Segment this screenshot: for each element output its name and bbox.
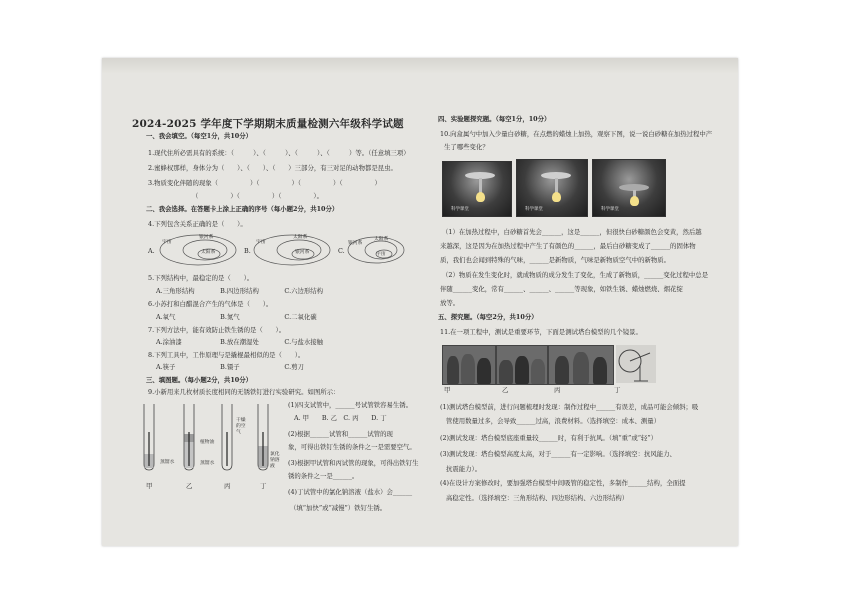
question-5-options: A.三角形结构 B.四边形结构 C.六边形结构 [156, 287, 324, 295]
photo-watermark: 科学课堂 [601, 207, 619, 212]
photo-label-2: 乙 [502, 386, 509, 394]
photo-label-3: 丙 [554, 386, 561, 394]
question-3-line2: （ ）（ ）（ ）。 [192, 192, 323, 200]
q4-c-inner2: 宇宙 [376, 252, 386, 257]
q4-option-a-label: A. [148, 247, 155, 255]
q9-sub3-line1: (3)根据甲试管和丙试管的现象，可得出铁钉生 [288, 459, 419, 467]
tube-label-2: 乙 [186, 482, 193, 490]
tube-label-1: 甲 [146, 482, 153, 490]
q10-p2-line3: 放等。 [440, 299, 460, 307]
question-7: 7.下列方法中，能有效防止铁生锈的是（ ）。 [148, 326, 286, 334]
q4-c-outer: 银河系 [348, 241, 363, 246]
section2-heading: 二、我会选择。在答题卡上涂上正确的序号（每小题2分，共10分） [146, 205, 339, 213]
question-8-options: A.筷子 B.镊子 C.剪刀 [156, 363, 304, 371]
q4-b-inner1: 太阳系 [293, 235, 308, 240]
sugar-heating-photo-2 [516, 159, 588, 217]
photo-watermark: 科学课堂 [525, 207, 543, 212]
tube-note-3: 蒸馏水 [200, 461, 215, 466]
question-9: 9.小新用来几枚材质长度相同的无锈铁钉进行实验研究。如图所示： [148, 388, 340, 396]
q11-sub4-line2: 高稳定性。（选择填空：三角形结构、四边形结构、六边形结构） [446, 494, 629, 502]
q4-a-inner1: 银河系 [199, 235, 214, 240]
tube-note-5: 氯化钠溶液 [270, 452, 280, 469]
q9-sub4-line1: (4)丁试管中的氯化钠溶液（盐水）会______ [288, 488, 413, 496]
tower-test-drawing-4 [616, 345, 656, 383]
tube-note-4: 干燥的空气 [236, 418, 246, 435]
q11-sub3-line1: (3)测试发现：塔台模型高度太高，对于______有一定影响。（选择填空：抗风能力、 [440, 450, 676, 458]
q4-a-outer: 宇宙 [162, 240, 172, 245]
exam-title: 2024-2025 学年度下学期期末质量检测六年级科学试题 [132, 118, 404, 130]
photo-watermark: 科学课堂 [451, 207, 469, 212]
q10-p2-line1: （2）物质在发生变化时，就成物质的成分发生了变化，生成了新物质，______变化过程中总是 [442, 271, 709, 279]
question-10-line1: 10.向盒属勺中加入少量白砂糖，在点燃的蜡烛上加热，观察下图，说一说白砂糖在加热过程中产 [440, 130, 713, 138]
q11-sub1-line2: 管使用数量过多，会导致______过高，浪费材料。（选择填空：成本、测量） [446, 417, 661, 425]
q4-b-inner2: 银河系 [295, 250, 310, 255]
question-8: 8.下列工具中，工作原理与是撬棍最相似的是（ ）。 [148, 351, 305, 359]
photo-label-4: 丁 [614, 386, 621, 394]
question-7-options: A.涂油漆 B.放在潮湿处 C.与盐水接触 [156, 338, 324, 346]
sugar-heating-photo-1 [442, 161, 512, 217]
q11-sub2: (2)测试发现：塔台模型底座重量较______时，有利于抗风。（填“重”或“轻”） [440, 434, 658, 442]
q10-p1-line2: 来越深，这是因为在加热过程中产生了有颜色的______，最后白砂糖变成了______的固体物 [440, 242, 696, 250]
exam-paper [102, 58, 738, 546]
photo-label-1: 甲 [444, 386, 451, 394]
section1-heading: 一、我会填空。（每空1分，共10分） [146, 132, 252, 140]
q4-b-outer: 宇宙 [256, 240, 266, 245]
q4-option-c-label: C. [338, 247, 345, 255]
section5-heading: 五、探究题。（每空2分，共10分） [438, 313, 538, 321]
q9-sub3-line2: 锈的条件之一是______。 [288, 472, 359, 480]
question-10-line2: 生了哪些变化？ [444, 143, 489, 151]
q10-p1-line3: 质，我们也会闻到特殊的气味，______是新物质，气味是新物质空气中的新物质。 [440, 256, 671, 264]
question-5: 5.下列结构中，最稳定的是（ ）。 [148, 274, 254, 282]
q9-sub1: (1)四支试管中，______号试管铁容易生锈。 [288, 401, 413, 409]
question-6-options: A.氧气 B.氮气 C.二氧化碳 [156, 313, 317, 321]
paper-top-shadow [102, 58, 738, 74]
q4-option-b-label: B. [244, 247, 251, 255]
q4-c-inner1: 太阳系 [374, 237, 389, 242]
tower-test-photo-3 [548, 345, 614, 385]
q10-p2-line2: 伴随______变化，常有______、______、______等现象，如铁生锈、蜡烛燃烧、烟花绽 [440, 285, 683, 293]
q9-sub1-options: A. 甲 B. 乙 C. 丙 D. 丁 [294, 414, 387, 422]
q9-sub4-line2: （填“加快”或“减慢”）铁钉生锈。 [290, 504, 387, 512]
q4-venn-b [252, 232, 332, 268]
question-3-line1: 3.物质变化伴随的现象（ ）（ ）（ ）（ ） [148, 179, 381, 187]
q9-sub2-line1: (2)根据______试管和______试管的现 [288, 430, 393, 438]
tube-note-2: 植物油 [200, 440, 215, 445]
q11-sub3-line2: 抗震能力）。 [446, 465, 482, 473]
q9-sub2-line2: 象，可得出铁钉生锈的条件之一是需要空气。 [288, 443, 416, 451]
section4-heading: 四、实验题探究题。（每空1分，10分） [438, 115, 551, 123]
q4-venn-a [158, 232, 238, 268]
question-6: 6.小苏打和白醋混合产生的气体是（ ）。 [148, 300, 273, 308]
question-11: 11.在一项工程中，测试是重要环节，下面是测试塔台模型的几个镜景。 [440, 328, 642, 336]
q10-p1-line1: （1）在加热过程中，白砂糖首先会______，这是______，但很快白砂糖颜色会变黄，然后越 [442, 228, 702, 236]
tube-label-3: 丙 [224, 482, 231, 490]
sugar-heating-photo-3 [592, 159, 666, 217]
tower-test-photo-1 [442, 345, 496, 385]
tower-test-photo-2 [496, 345, 548, 385]
tube-label-4: 丁 [260, 482, 267, 490]
q4-a-inner2: 太阳系 [201, 250, 216, 255]
question-2: 2.蜜蜂权那样，身体分为（ ）、（ ）、（ ）三部分，有三对足的动物都是昆虫。 [148, 164, 397, 172]
question-4: 4.下列包含关系正确的是（ ）。 [148, 220, 247, 228]
q11-sub1-line1: (1)测试塔台模型前，进行问题梳理时发现：制作过程中______有误差，成品可能会倾斜；吸 [440, 403, 699, 411]
question-1: 1.现代住所必需具有的系统：（ ）、（ ）、（ ）、（ ）等。（任意填三项） [148, 149, 410, 157]
section3-heading: 三、填图题。（每小题2分，共10分） [146, 376, 252, 384]
tube-note-1: 蒸馏水 [160, 460, 175, 465]
q11-sub4-line1: (4)在设计方案修改时，要加强塔台模型中间吸管的稳定性，多制作______结构，全面提 [440, 479, 686, 487]
